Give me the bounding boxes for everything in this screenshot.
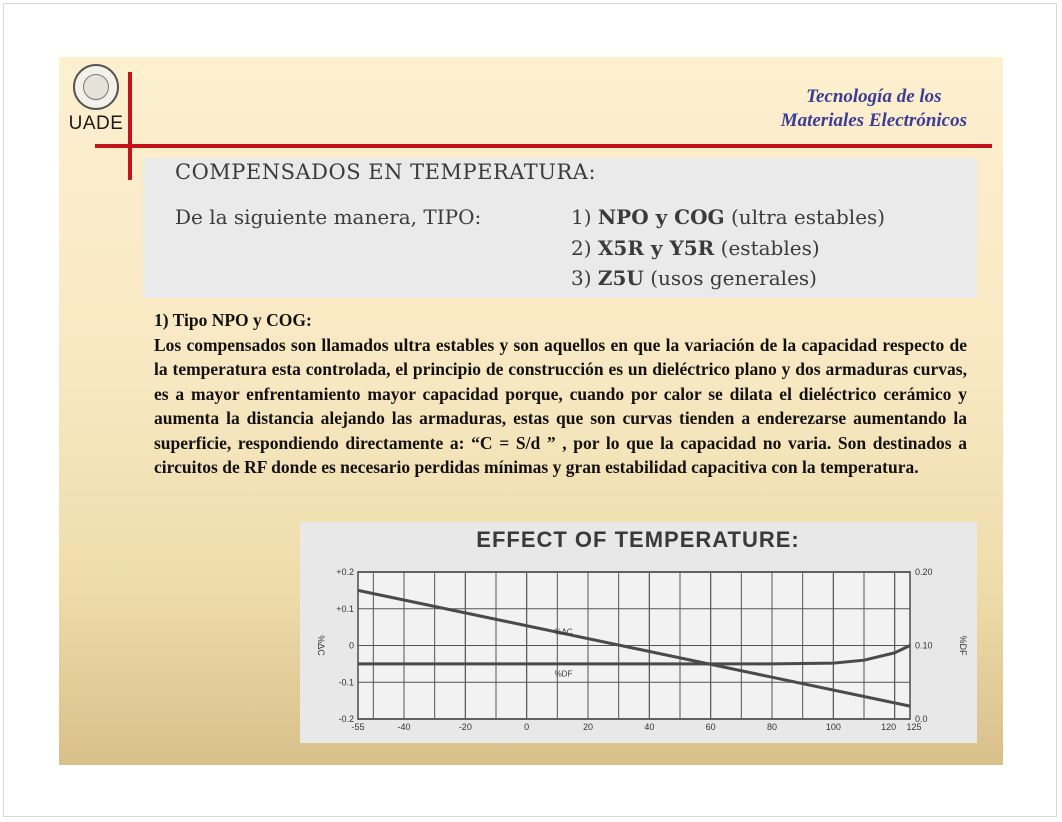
y-tick-label: +0.1 [336,603,354,614]
y-axis-label: %ΔC [316,635,326,656]
x-tick-label: 100 [825,722,841,732]
type-item [571,266,817,290]
course-title-line2: Materiales Electrónicos [780,110,967,131]
section-paragraph: Los compensados son llamados ultra estables y son aquellos en que la variación de la capacidad respecto de la temperatura esta controlada, el principio de construcción es un dieléctrico plano y dos armaduras curvas, es a mayor enfrentamiento mayor capacidad porque, cuando por calor se dilata el dieléctrico cerámico y aumenta la distancia alejando las armaduras, estas que son curvas tienden a enderezarse aumentando la superficie, respondiendo directamente a: “C = S/d ” , por lo que la capacidad no varia. Son destinados a circuitos de RF donde es necesario perdidas mínimas y gran estabilidad capacitiva con la temperatura. [154,334,967,477]
type-number: 3) [571,266,592,290]
type-item [571,205,885,229]
y2-axis-label: %DF [958,635,968,656]
x-tick-label: 60 [705,722,716,732]
scanned-types-box [143,158,977,298]
body-text [154,308,967,480]
uade-logo [66,64,126,134]
type-note: (ultra estables) [730,205,886,229]
y-tick-label: -0.1 [338,677,354,688]
x-tick-label: 120 [881,722,897,732]
y-tick-label: 0 [348,640,354,651]
series-label: %ΔC [554,627,573,637]
type-name: X5R y Y5R [597,236,715,260]
y2-tick-label: 0.10 [915,640,933,651]
x-tick-label: -55 [351,722,365,732]
course-title [781,85,967,133]
series-label: %DF [554,669,573,679]
y-tick-label: -0.2 [338,714,354,724]
type-note: (estables) [720,236,820,260]
type-name: Z5U [597,266,644,290]
type-note: (usos generales) [650,266,817,290]
y2-tick-label: 0.20 [915,567,933,577]
type-number: 2) [571,236,592,260]
type-name: NPO y COG [597,205,725,229]
scan-heading: COMPENSADOS EN TEMPERATURA: [175,160,597,184]
scan-intro: De la siguiente manera, TIPO: [175,205,482,229]
university-seal-icon [73,64,119,110]
red-vertical-rule [128,72,132,180]
red-horizontal-rule [95,144,992,148]
x-tick-label: 40 [644,722,655,732]
x-tick-label: 80 [766,722,778,732]
x-tick-label: 125 [906,722,922,732]
logo-text: UADE [68,113,124,134]
type-item [571,236,820,260]
chart-title: EFFECT OF TEMPERATURE: [476,527,800,552]
temperature-chart [300,522,977,743]
x-tick-label: -40 [397,722,411,732]
x-tick-label: 20 [582,722,594,732]
chart-svg [300,522,977,743]
x-tick-label: -20 [458,722,472,732]
course-title-line1: Tecnología de los [806,86,942,107]
y2-tick-label: 0.0 [915,714,928,724]
type-number: 1) [571,205,592,229]
section-heading: 1) Tipo NPO y COG: [154,310,312,330]
x-tick-label: 0 [524,722,530,732]
y-tick-label: +0.2 [336,567,354,577]
